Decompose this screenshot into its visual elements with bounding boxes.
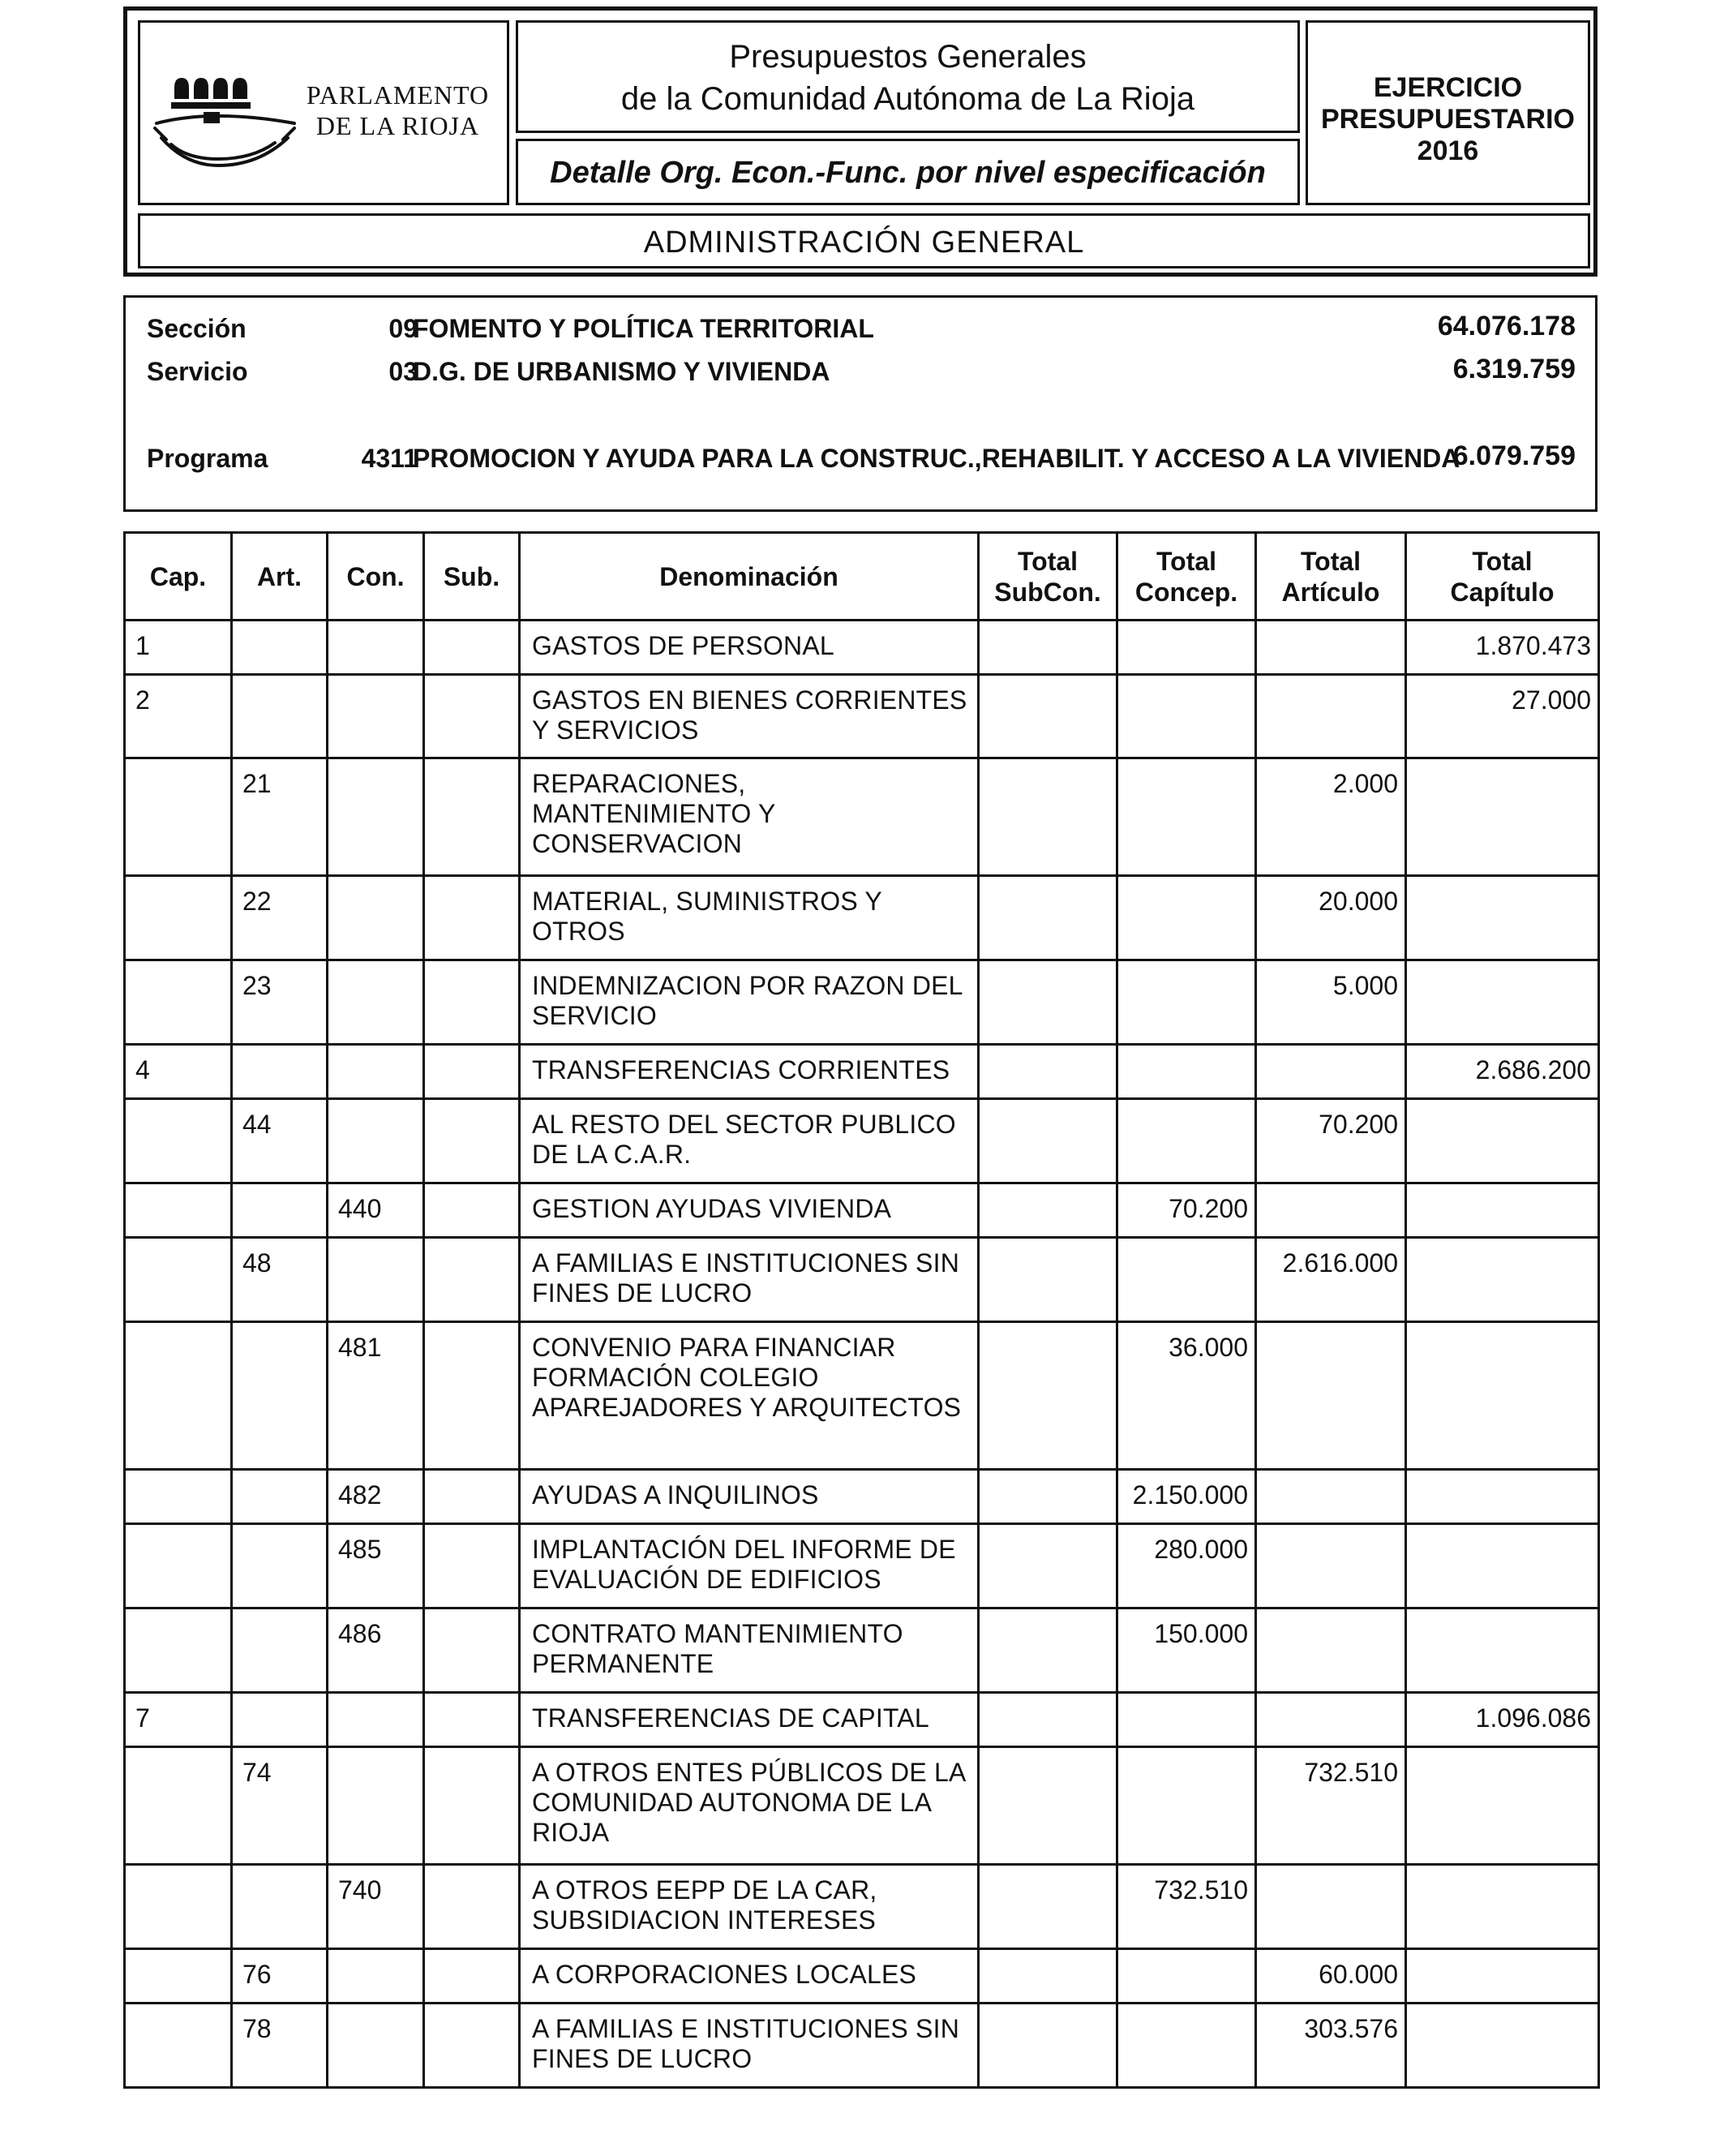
document-header [123, 6, 1597, 277]
sub-cell [424, 960, 520, 1045]
servicio-row [126, 354, 1595, 389]
art-cell: 44 [232, 1099, 328, 1183]
header-total-subcon [979, 533, 1117, 621]
sub-cell [424, 758, 520, 876]
total-subcon-cell [979, 1045, 1117, 1099]
art-cell [232, 1183, 328, 1238]
table-row [125, 1470, 1599, 1524]
programa-code: 4311 [361, 444, 418, 473]
total-subcon-cell [979, 1693, 1117, 1747]
cap-cell [125, 1470, 232, 1524]
total-concep-cell: 70.200 [1117, 1183, 1256, 1238]
total-articulo-cell: 303.576 [1256, 2004, 1406, 2088]
parliament-emblem-icon [152, 63, 298, 169]
total-capitulo-cell [1406, 1747, 1599, 1865]
denominacion-cell: GASTOS EN BIENES CORRIENTES Y SERVICIOS [520, 675, 979, 758]
total-concep-cell [1117, 876, 1256, 960]
cap-cell [125, 1524, 232, 1608]
total-capitulo-cell: 1.096.086 [1406, 1693, 1599, 1747]
art-cell [232, 1322, 328, 1470]
title-line-1: Presupuestos Generales [729, 39, 1087, 75]
total-concep-cell [1117, 621, 1256, 675]
servicio-label: Servicio [147, 357, 248, 386]
total-concep-cell [1117, 1949, 1256, 2004]
header-total-capitulo-line-1: Total [1472, 546, 1533, 576]
total-concep-cell [1117, 1099, 1256, 1183]
art-cell: 78 [232, 2004, 328, 2088]
total-articulo-cell [1256, 1045, 1406, 1099]
total-capitulo-cell [1406, 1322, 1599, 1470]
total-subcon-cell [979, 1747, 1117, 1865]
total-capitulo-cell [1406, 1238, 1599, 1322]
total-articulo-cell [1256, 1865, 1406, 1949]
cap-cell [125, 1865, 232, 1949]
budget-info-box [123, 295, 1597, 512]
sub-cell [424, 2004, 520, 2088]
header-total-concep-line-1: Total [1156, 546, 1217, 576]
sub-cell [424, 1524, 520, 1608]
table-row [125, 876, 1599, 960]
table-row [125, 1608, 1599, 1693]
servicio-name: D.G. DE URBANISMO Y VIVIENDA [413, 357, 830, 386]
cap-cell [125, 1238, 232, 1322]
total-concep-cell: 2.150.000 [1117, 1470, 1256, 1524]
art-cell: 48 [232, 1238, 328, 1322]
con-cell [328, 876, 424, 960]
table-row [125, 1524, 1599, 1608]
total-concep-cell [1117, 758, 1256, 876]
total-subcon-cell [979, 1099, 1117, 1183]
total-subcon-cell [979, 1238, 1117, 1322]
total-capitulo-cell [1406, 1183, 1599, 1238]
total-capitulo-cell [1406, 876, 1599, 960]
con-cell: 486 [328, 1608, 424, 1693]
fiscal-year-box [1306, 20, 1590, 205]
total-concep-cell [1117, 1045, 1256, 1099]
total-articulo-cell: 5.000 [1256, 960, 1406, 1045]
total-subcon-cell [979, 1949, 1117, 2004]
sub-cell [424, 1322, 520, 1470]
cap-cell [125, 758, 232, 876]
total-concep-cell: 150.000 [1117, 1608, 1256, 1693]
denominacion-cell: IMPLANTACIÓN DEL INFORME DE EVALUACIÓN DE EDIFICIOS [520, 1524, 979, 1608]
header-cap: Cap. [125, 533, 232, 621]
total-articulo-cell: 2.616.000 [1256, 1238, 1406, 1322]
title-box [516, 20, 1300, 133]
table-row [125, 1747, 1599, 1865]
art-cell: 23 [232, 960, 328, 1045]
denominacion-cell: A CORPORACIONES LOCALES [520, 1949, 979, 2004]
total-capitulo-cell [1406, 1524, 1599, 1608]
total-concep-cell: 732.510 [1117, 1865, 1256, 1949]
table-row [125, 675, 1599, 758]
denominacion-cell: AYUDAS A INQUILINOS [520, 1470, 979, 1524]
art-cell [232, 1470, 328, 1524]
total-capitulo-cell [1406, 960, 1599, 1045]
total-concep-cell [1117, 675, 1256, 758]
total-concep-cell: 280.000 [1117, 1524, 1256, 1608]
denominacion-cell: TRANSFERENCIAS DE CAPITAL [520, 1693, 979, 1747]
denominacion-cell: INDEMNIZACION POR RAZON DEL SERVICIO [520, 960, 979, 1045]
sub-cell [424, 1183, 520, 1238]
year-line-2: PRESUPUESTARIO [1321, 104, 1575, 135]
header-total-articulo-line-1: Total [1300, 546, 1362, 576]
sub-cell [424, 876, 520, 960]
con-cell [328, 1747, 424, 1865]
admin-title: ADMINISTRACIÓN GENERAL [643, 225, 1085, 260]
header-total-capitulo-line-2: Capítulo [1450, 577, 1555, 607]
cap-cell [125, 1183, 232, 1238]
art-cell [232, 1693, 328, 1747]
total-articulo-cell: 2.000 [1256, 758, 1406, 876]
sub-cell [424, 1693, 520, 1747]
total-articulo-cell: 70.200 [1256, 1099, 1406, 1183]
cap-cell: 7 [125, 1693, 232, 1747]
total-articulo-cell [1256, 1183, 1406, 1238]
sub-cell [424, 1045, 520, 1099]
table-row [125, 2004, 1599, 2088]
denominacion-cell: CONTRATO MANTENIMIENTO PERMANENTE [520, 1608, 979, 1693]
denominacion-cell: A OTROS EEPP DE LA CAR, SUBSIDIACION INTERESES [520, 1865, 979, 1949]
seccion-label: Sección [147, 314, 247, 343]
total-articulo-cell [1256, 675, 1406, 758]
cap-cell: 1 [125, 621, 232, 675]
art-cell [232, 1608, 328, 1693]
con-cell: 740 [328, 1865, 424, 1949]
total-articulo-cell: 732.510 [1256, 1747, 1406, 1865]
header-total-subcon-line-2: SubCon. [994, 577, 1101, 607]
table-row [125, 1865, 1599, 1949]
total-concep-cell [1117, 2004, 1256, 2088]
denominacion-cell: GASTOS DE PERSONAL [520, 621, 979, 675]
admin-box [138, 213, 1590, 268]
total-articulo-cell [1256, 1524, 1406, 1608]
header-total-concep-line-2: Concep. [1134, 577, 1238, 607]
total-capitulo-cell [1406, 1949, 1599, 2004]
seccion-name: FOMENTO Y POLÍTICA TERRITORIAL [413, 314, 874, 343]
cap-cell [125, 876, 232, 960]
art-cell: 22 [232, 876, 328, 960]
total-articulo-cell: 60.000 [1256, 1949, 1406, 2004]
con-cell: 440 [328, 1183, 424, 1238]
parliament-name [294, 79, 501, 141]
total-capitulo-cell: 27.000 [1406, 675, 1599, 758]
denominacion-cell: A OTROS ENTES PÚBLICOS DE LA COMUNIDAD AUTONOMA DE LA RIOJA [520, 1747, 979, 1865]
denominacion-cell: TRANSFERENCIAS CORRIENTES [520, 1045, 979, 1099]
sub-cell [424, 675, 520, 758]
total-subcon-cell [979, 960, 1117, 1045]
denominacion-cell: MATERIAL, SUMINISTROS Y OTROS [520, 876, 979, 960]
logo-line-2: DE LA RIOJA [315, 111, 480, 140]
seccion-code: 09 [388, 314, 418, 343]
table-row [125, 1322, 1599, 1470]
cap-cell: 4 [125, 1045, 232, 1099]
header-sub: Sub. [424, 533, 520, 621]
total-capitulo-cell [1406, 1470, 1599, 1524]
total-subcon-cell [979, 758, 1117, 876]
total-subcon-cell [979, 2004, 1117, 2088]
con-cell [328, 1238, 424, 1322]
total-concep-cell [1117, 1747, 1256, 1865]
art-cell: 21 [232, 758, 328, 876]
table-row [125, 1949, 1599, 2004]
seccion-amount: 64.076.178 [1437, 311, 1576, 341]
total-capitulo-cell [1406, 1608, 1599, 1693]
art-cell: 76 [232, 1949, 328, 2004]
header-total-concep [1117, 533, 1256, 621]
total-articulo-cell [1256, 621, 1406, 675]
sub-cell [424, 1470, 520, 1524]
con-cell: 481 [328, 1322, 424, 1470]
sub-cell [424, 621, 520, 675]
denominacion-cell: GESTION AYUDAS VIVIENDA [520, 1183, 979, 1238]
table-row [125, 1045, 1599, 1099]
con-cell [328, 960, 424, 1045]
programa-row [126, 440, 1595, 476]
total-subcon-cell [979, 675, 1117, 758]
table-header-row [125, 533, 1599, 621]
total-concep-cell [1117, 960, 1256, 1045]
header-total-articulo-line-2: Artículo [1281, 577, 1380, 607]
con-cell [328, 1045, 424, 1099]
total-capitulo-cell [1406, 2004, 1599, 2088]
cap-cell [125, 1949, 232, 2004]
servicio-amount: 6.319.759 [1452, 354, 1576, 384]
con-cell [328, 1693, 424, 1747]
total-subcon-cell [979, 1524, 1117, 1608]
con-cell [328, 675, 424, 758]
art-cell [232, 675, 328, 758]
cap-cell [125, 1322, 232, 1470]
total-subcon-cell [979, 1183, 1117, 1238]
header-denominacion: Denominación [520, 533, 979, 621]
header-con: Con. [328, 533, 424, 621]
table-row [125, 1183, 1599, 1238]
total-subcon-cell [979, 1608, 1117, 1693]
programa-label: Programa [147, 444, 268, 473]
denominacion-cell: A FAMILIAS E INSTITUCIONES SIN FINES DE LUCRO [520, 1238, 979, 1322]
header-total-subcon-line-1: Total [1017, 546, 1079, 576]
total-capitulo-cell [1406, 758, 1599, 876]
cap-cell [125, 1747, 232, 1865]
total-articulo-cell [1256, 1608, 1406, 1693]
header-total-articulo [1256, 533, 1406, 621]
cap-cell [125, 960, 232, 1045]
art-cell [232, 1045, 328, 1099]
year-line-3: 2016 [1417, 135, 1479, 166]
denominacion-cell: AL RESTO DEL SECTOR PUBLICO DE LA C.A.R. [520, 1099, 979, 1183]
header-total-capitulo [1406, 533, 1599, 621]
total-concep-cell [1117, 1238, 1256, 1322]
total-articulo-cell [1256, 1322, 1406, 1470]
table-row [125, 621, 1599, 675]
seccion-row [126, 311, 1595, 346]
total-subcon-cell [979, 1865, 1117, 1949]
total-capitulo-cell [1406, 1099, 1599, 1183]
table-row [125, 1238, 1599, 1322]
sub-cell [424, 1747, 520, 1865]
sub-cell [424, 1608, 520, 1693]
table-row [125, 960, 1599, 1045]
art-cell [232, 1865, 328, 1949]
denominacion-cell: A FAMILIAS E INSTITUCIONES SIN FINES DE LUCRO [520, 2004, 979, 2088]
cap-cell: 2 [125, 675, 232, 758]
programa-name: PROMOCION Y AYUDA PARA LA CONSTRUC.,REHABILIT. Y ACCESO A LA VIVIENDA [413, 444, 1460, 473]
cap-cell [125, 2004, 232, 2088]
total-concep-cell [1117, 1693, 1256, 1747]
cap-cell [125, 1099, 232, 1183]
con-cell [328, 758, 424, 876]
total-capitulo-cell: 1.870.473 [1406, 621, 1599, 675]
total-capitulo-cell [1406, 1865, 1599, 1949]
art-cell [232, 1524, 328, 1608]
total-articulo-cell [1256, 1693, 1406, 1747]
sub-cell [424, 1099, 520, 1183]
report-subtitle: Detalle Org. Econ.-Func. por nivel especificación [550, 156, 1266, 190]
table-body [125, 621, 1599, 2088]
total-subcon-cell [979, 1470, 1117, 1524]
con-cell: 482 [328, 1470, 424, 1524]
total-articulo-cell [1256, 1470, 1406, 1524]
art-cell [232, 621, 328, 675]
title-line-2: de la Comunidad Autónoma de La Rioja [620, 81, 1195, 117]
sub-cell [424, 1238, 520, 1322]
header-art: Art. [232, 533, 328, 621]
con-cell [328, 1949, 424, 2004]
total-capitulo-cell: 2.686.200 [1406, 1045, 1599, 1099]
con-cell [328, 621, 424, 675]
con-cell: 485 [328, 1524, 424, 1608]
con-cell [328, 2004, 424, 2088]
art-cell: 74 [232, 1747, 328, 1865]
year-line-1: EJERCICIO [1373, 72, 1523, 103]
total-concep-cell: 36.000 [1117, 1322, 1256, 1470]
total-subcon-cell [979, 876, 1117, 960]
table-row [125, 758, 1599, 876]
budget-table [123, 531, 1600, 2089]
logo-box [138, 20, 509, 205]
denominacion-cell: REPARACIONES, MANTENIMIENTO Y CONSERVACION [520, 758, 979, 876]
subtitle-box [516, 139, 1300, 205]
programa-amount: 6.079.759 [1452, 440, 1576, 471]
denominacion-cell: CONVENIO PARA FINANCIAR FORMACIÓN COLEGIO APAREJADORES Y ARQUITECTOS [520, 1322, 979, 1470]
sub-cell [424, 1949, 520, 2004]
cap-cell [125, 1608, 232, 1693]
logo-line-1: PARLAMENTO [306, 80, 490, 110]
table-row [125, 1693, 1599, 1747]
servicio-code: 03 [388, 357, 418, 386]
sub-cell [424, 1865, 520, 1949]
total-articulo-cell: 20.000 [1256, 876, 1406, 960]
total-subcon-cell [979, 621, 1117, 675]
con-cell [328, 1099, 424, 1183]
total-subcon-cell [979, 1322, 1117, 1470]
table-row [125, 1099, 1599, 1183]
